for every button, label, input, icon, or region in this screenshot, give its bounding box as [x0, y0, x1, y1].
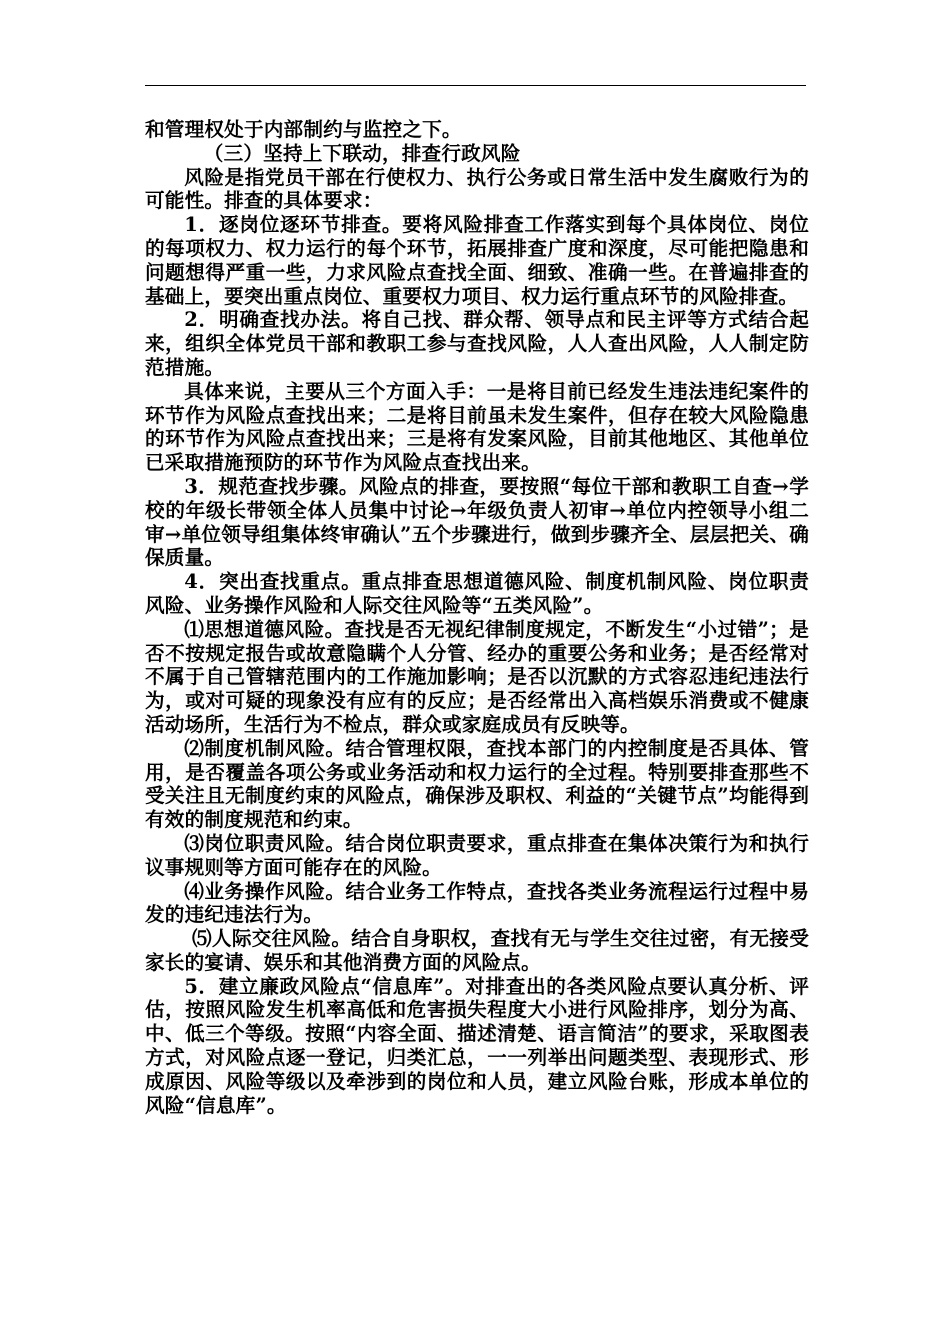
- paragraph-item-4: 4．突出查找重点。重点排查思想道德风险、制度机制风险、岗位职责风险、业务操作风险和人际交往风险等“五类风险”。: [145, 570, 809, 617]
- paragraph-item-2: 2．明确查找办法。将自己找、群众帮、领导点和民主评等方式结合起来，组织全体党员干部和教职工参与查找风险，人人查出风险，人人制定防范措施。: [145, 308, 809, 379]
- paragraph-item-5: 5．建立廉政风险点“信息库”。对排查出的各类风险点要认真分析、评估，按照风险发生机率高低和危害损失程度大小进行风险排序，划分为高、中、低三个等级。按照“内容全面、描述清楚、语言简洁”的要求，采取图表方式，对风险点逐一登记，归类汇总，一一列举出问题类型、表现形式、形成原因、风险等级以及牵涉到的岗位和人员，建立风险台账，形成本单位的风险“信息库”。: [145, 974, 809, 1117]
- paragraph-subitem-2: ⑵制度机制风险。结合管理权限，查找本部门的内控制度是否具体、管用，是否覆盖各项公务或业务活动和权力运行的全过程。特别要排查那些不受关注且无制度约束的风险点，确保涉及职权、利益的“关键节点”均能得到有效的制度规范和约束。: [145, 736, 809, 832]
- paragraph-continuation: 和管理权处于内部制约与监控之下。: [145, 118, 462, 141]
- paragraph-risk-definition: 风险是指党员干部在行使权力、执行公务或日常生活中发生腐败行为的可能性。排查的具体要求：: [145, 165, 809, 213]
- section-heading-3: （三）坚持上下联动，排查行政风险: [203, 141, 521, 165]
- paragraph-subitem-3: ⑶岗位职责风险。结合岗位职责要求，重点排查在集体决策行为和执行议事规则等方面可能存在的风险。: [145, 831, 809, 879]
- paragraph-item-1: 1．逐岗位逐环节排查。要将风险排查工作落实到每个具体岗位、岗位的每项权力、权力运行的每个环节，拓展排查广度和深度，尽可能把隐患和问题想得严重一些，力求风险点查找全面、细致、准确一些。在普遍排查的基础上，要突出重点岗位、重要权力项目、权力运行重点环节的风险排查。: [145, 213, 809, 308]
- paragraph-subitem-1: ⑴思想道德风险。查找是否无视纪律制度规定，不断发生“小过错”；是否不按规定报告或故意隐瞒个人分管、经办的重要公务和业务；是否经常对不属于自己管辖范围内的工作施加影响；是否以沉默的方式容忍违纪违法行为，或对可疑的现象没有应有的反应；是否经常出入高档娱乐消费或不健康活动场所，生活行为不检点，群众或家庭成员有反映等。: [145, 617, 809, 736]
- paragraph-item-3: 3．规范查找步骤。风险点的排查，要按照“每位干部和教职工自查→学校的年级长带领全体人员集中讨论→年级负责人初审→单位内控领导小组二审→单位领导组集体终审确认”五个步骤进行，做到步骤齐全、层层把关、确保质量。: [145, 474, 809, 570]
- document-body: [145, 118, 809, 1117]
- header-rule: [145, 85, 806, 86]
- paragraph-subitem-4: ⑷业务操作风险。结合业务工作特点，查找各类业务流程运行过程中易发的违纪违法行为。: [145, 879, 809, 927]
- paragraph-subitem-5: ⑸人际交往风险。结合自身职权，查找有无与学生交往过密，有无接受家长的宴请、娱乐和其他消费方面的风险点。: [145, 927, 809, 974]
- paragraph-specifics: 具体来说，主要从三个方面入手：一是将目前已经发生违法违纪案件的环节作为风险点查找出来；二是将目前虽未发生案件，但存在较大风险隐患的环节作为风险点查找出来；三是将有发案风险，目前其他地区、其他单位已采取措施预防的环节作为风险点查找出来。: [145, 379, 809, 475]
